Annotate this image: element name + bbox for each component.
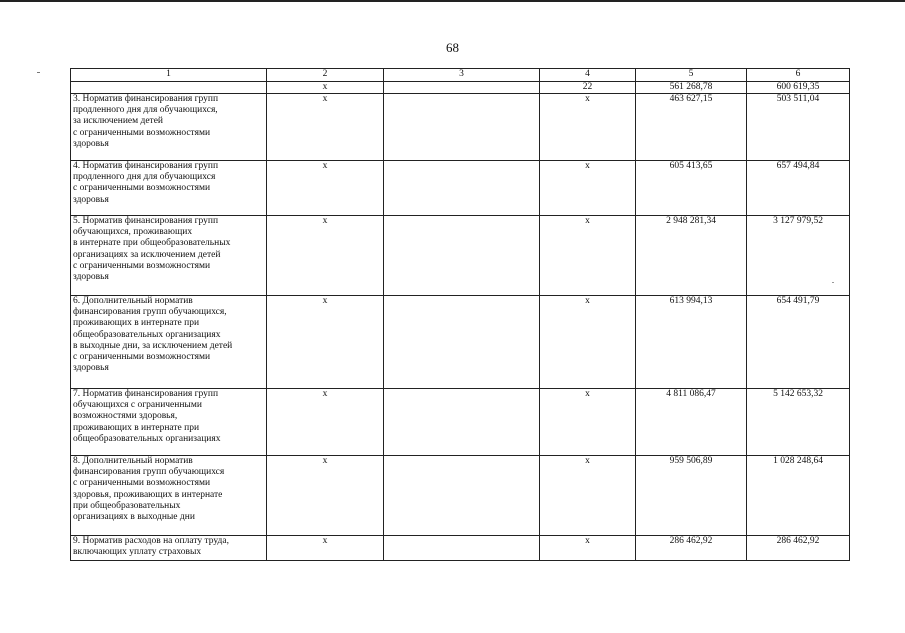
table-cell: x (267, 216, 384, 296)
table-cell: x (267, 456, 384, 536)
financing-norms-table (70, 68, 850, 561)
table-row (71, 94, 850, 161)
table-cell: x (267, 296, 384, 389)
column-number-row (71, 69, 850, 82)
table-cell (384, 389, 540, 456)
table-cell: x (267, 82, 384, 94)
column-header: 5 (636, 69, 747, 82)
page-number: 68 (446, 40, 459, 55)
norm-description: 9. Норматив расходов на оплату труда, включающих уплату страховых (71, 536, 267, 561)
column-header: 3 (384, 69, 540, 82)
column-header: 6 (747, 69, 850, 82)
table-cell (71, 82, 267, 94)
table-cell (384, 82, 540, 94)
table-cell: x (540, 536, 636, 561)
table-cell (384, 456, 540, 536)
scan-artifact (37, 72, 40, 73)
norm-description: 3. Норматив финансирования групп продленного дня для обучающихся, за исключением детей с ограниченными возможностями здоровья (71, 94, 267, 161)
column-header: 4 (540, 69, 636, 82)
value-cell: 4 811 086,47 (636, 389, 747, 456)
table-cell: x (267, 389, 384, 456)
table-cell (384, 216, 540, 296)
value-cell: 2 948 281,34 (636, 216, 747, 296)
norm-description: 6. Дополнительный норматив финансирования групп обучающихся, проживающих в интернате при общеобразовательных организациях в выходные дни, за исключением детей с ограниченными возможностями здоровья (71, 296, 267, 389)
table-row (71, 161, 850, 216)
table-cell: 561 268,78 (636, 82, 747, 94)
norm-description: 8. Дополнительный норматив финансирования групп обучающихся с ограниченными возможностями здоровья, проживающих в интернате при общеобразовательных организациях в выходные дни (71, 456, 267, 536)
table-cell: x (540, 296, 636, 389)
value-cell: 463 627,15 (636, 94, 747, 161)
table-cell: x (267, 161, 384, 216)
value-cell: 605 413,65 (636, 161, 747, 216)
table-cell: x (540, 94, 636, 161)
table-row (71, 296, 850, 389)
value-cell: 503 511,04 (747, 94, 850, 161)
table-row (71, 456, 850, 536)
value-cell: 286 462,92 (747, 536, 850, 561)
value-cell: 959 506,89 (636, 456, 747, 536)
table-row (71, 216, 850, 296)
column-header: 1 (71, 69, 267, 82)
table-row (71, 389, 850, 456)
table-cell: x (540, 216, 636, 296)
table-cell (384, 296, 540, 389)
value-cell: 286 462,92 (636, 536, 747, 561)
table-cell: x (267, 94, 384, 161)
value-cell: 5 142 653,32 (747, 389, 850, 456)
norm-description: 4. Норматив финансирования групп продленного дня для обучающихся с ограниченными возможностями здоровья (71, 161, 267, 216)
table-cell: x (540, 456, 636, 536)
table-row (71, 536, 850, 561)
table-cell (384, 161, 540, 216)
value-cell: 613 994,13 (636, 296, 747, 389)
column-header: 2 (267, 69, 384, 82)
value-cell: 1 028 248,64 (747, 456, 850, 536)
table-cell: x (267, 536, 384, 561)
table-cell (384, 94, 540, 161)
value-cell: 657 494,84 (747, 161, 850, 216)
table-cell: 600 619,35 (747, 82, 850, 94)
table-cell: x (540, 161, 636, 216)
continued-values-row (71, 82, 850, 94)
table-cell: 22 (540, 82, 636, 94)
value-cell: 654 491,79 (747, 296, 850, 389)
norm-description: 5. Норматив финансирования групп обучающихся, проживающих в интернате при общеобразовательных организациях за исключением детей с ограниченными возможностями здоровья (71, 216, 267, 296)
top-border-line (0, 0, 905, 2)
table-cell: x (540, 389, 636, 456)
table-cell (384, 536, 540, 561)
norm-description: 7. Норматив финансирования групп обучающихся с ограниченными возможностями здоровья, проживающих в интернате при общеобразовательных организациях (71, 389, 267, 456)
value-cell: 3 127 979,52 (747, 216, 850, 296)
